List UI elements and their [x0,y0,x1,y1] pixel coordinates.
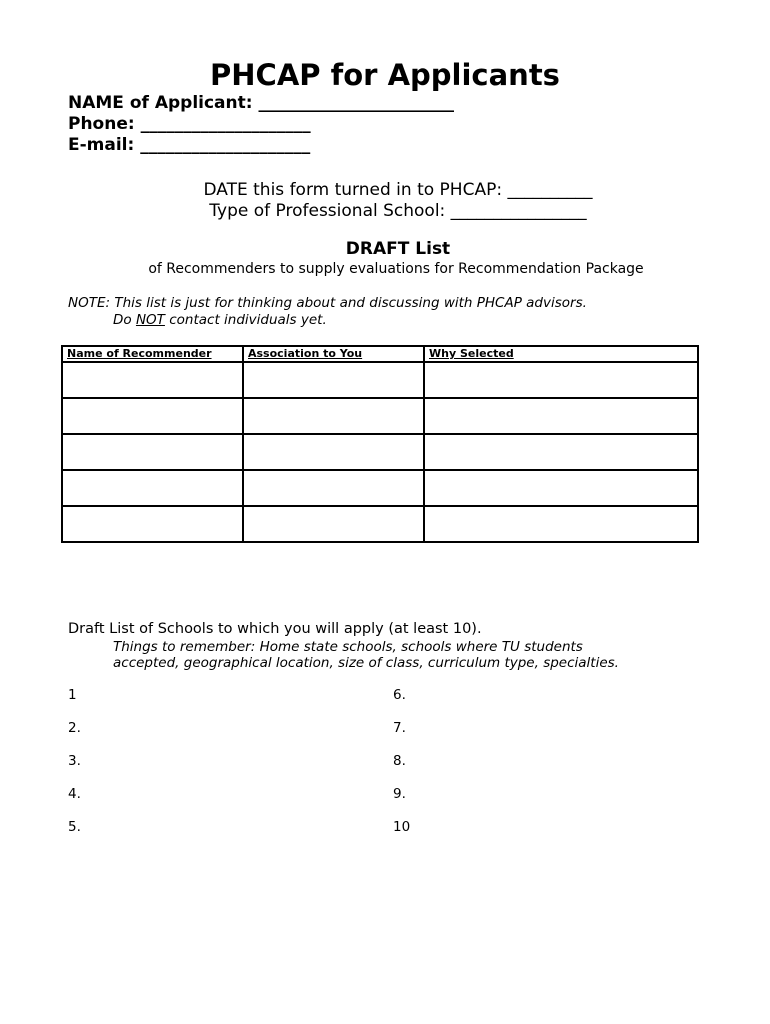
table-cell[interactable] [424,398,698,434]
table-row [62,434,698,470]
school-number-4: 4. [68,786,81,802]
school-number-9: 9. [393,786,406,802]
table-cell[interactable] [424,434,698,470]
school-number-8: 8. [393,753,406,769]
header-name-of-recommender: Name of Recommender [62,346,243,362]
school-number-3: 3. [68,753,81,769]
page-title: PHCAP for Applicants [210,58,560,92]
table-row [62,398,698,434]
header-why-selected: Why Selected [424,346,698,362]
note-not-emphasis: NOT [135,312,165,328]
schools-note-line-2: accepted, geographical location, size of class, curriculum type, specialties. [113,655,619,671]
draft-list-subtitle: of Recommenders to supply evaluations for Recommendation Package [148,261,644,277]
table-header-row [62,346,698,362]
table-cell[interactable] [424,506,698,542]
recommenders-table [61,345,699,543]
table-cell[interactable] [62,470,243,506]
school-number-10: 10 [393,819,411,835]
school-number-5: 5. [68,819,81,835]
note-line-2 [113,312,327,328]
table-cell[interactable] [424,362,698,398]
table-cell[interactable] [243,434,424,470]
schools-list-heading: Draft List of Schools to which you will apply (at least 10). [68,621,482,637]
school-number-2: 2. [68,720,81,736]
table-cell[interactable] [243,506,424,542]
table-cell[interactable] [243,362,424,398]
table-row [62,506,698,542]
table-row [62,362,698,398]
draft-list-title: DRAFT List [345,239,451,259]
table-row [62,470,698,506]
note-line-2-post: contact individuals yet. [164,312,327,328]
school-number-6: 6. [393,687,406,703]
professional-school-type-field[interactable]: Type of Professional School: ________________ [209,201,587,221]
header-association-to-you: Association to You [243,346,424,362]
table-cell[interactable] [62,362,243,398]
table-cell[interactable] [243,398,424,434]
school-number-1: 1 [68,687,77,703]
applicant-name-field[interactable]: NAME of Applicant: _______________________ [68,93,454,113]
date-turned-in-field[interactable]: DATE this form turned in to PHCAP: __________ [203,180,593,200]
note-line-2-pre: Do [113,312,136,328]
email-field[interactable]: E-mail: ____________________ [68,135,311,155]
note-line-1: NOTE: This list is just for thinking about and discussing with PHCAP advisors. [68,295,587,311]
table-cell[interactable] [62,506,243,542]
table-cell[interactable] [62,434,243,470]
schools-note-line-1: Things to remember: Home state schools, schools where TU students [113,639,583,655]
table-cell[interactable] [424,470,698,506]
phone-field[interactable]: Phone: ____________________ [68,114,311,134]
school-number-7: 7. [393,720,406,736]
table-cell[interactable] [62,398,243,434]
table-cell[interactable] [243,470,424,506]
